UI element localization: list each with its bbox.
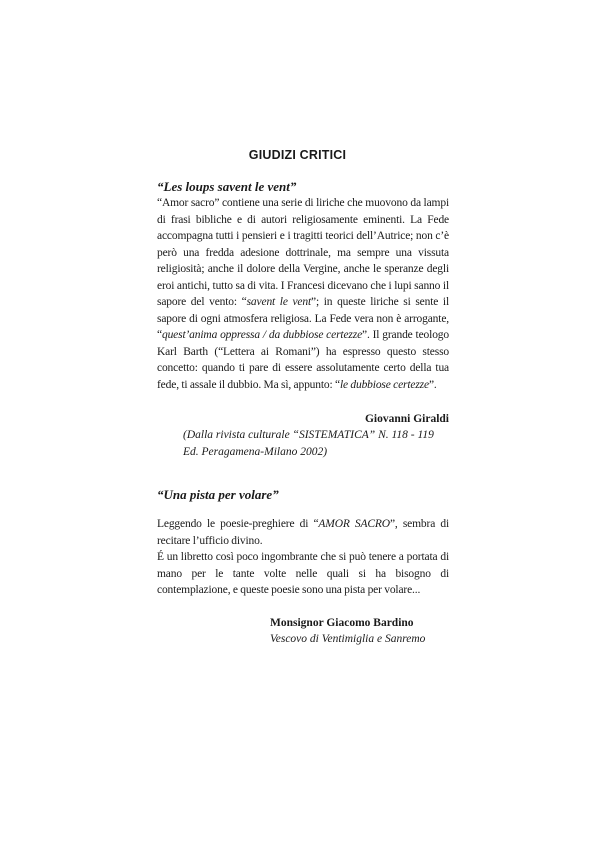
text-run: Leggendo le poesie-preghiere di “ (157, 518, 319, 530)
quoted-text-italic: le dubbiose certezze (339, 378, 429, 391)
review-body (157, 516, 449, 599)
review-body (157, 195, 449, 393)
review-author: Giovanni Giraldi (364, 413, 449, 425)
review-heading: “Una pista per volare” (157, 487, 279, 502)
page-title: GIUDIZI CRITICI (248, 148, 347, 162)
quoted-text-italic: AMOR SACRO (318, 518, 390, 530)
text-run: ”. Il grande teologo Karl Barth (“Lettera ai Romani”) ha espresso questo stesso concetto: quando ti pare di essere assolutamente certo della tua fede, ti assale il dubbio. Ma sì, appunto: “ (157, 329, 449, 391)
review-section-una-pista (157, 486, 449, 647)
text-run: ”. (428, 378, 437, 391)
review-heading: “Les loups savent le vent” (157, 179, 297, 194)
review-source-line: (Dalla rivista culturale “SISTEMATICA” N. 118 - 119 (183, 429, 434, 441)
quoted-text-italic: quest’anima oppressa / da dubbiose certezze (161, 329, 363, 341)
text-run: “Amor sacro” contiene una serie di liriche che muovono da lampi di frasi bibliche e di autori religiosamente eminenti. La Fede accompagna tutti i pensieri e i tragitti teorici dell’Autrice; non c’è però una fredda adesione dottrinale, ma sempre una vissuta religiosità; anche il dolore della Vergine, anche le speranze degli eroi antichi, tutto sa di vita. I Francesi dicevano che i lupi sanno il sapore del vento: “ (157, 197, 449, 308)
review-paragraph (157, 516, 449, 549)
review-source-line: Ed. Peragamena-Milano 2002) (183, 445, 328, 458)
text-run: É un libretto così poco ingombrante che si può tenere a portata di mano per le tante volte nelle quali si ha bisogno di contemplazione, e queste poesie sono una pista per volare... (157, 551, 449, 596)
review-paragraph (157, 549, 449, 599)
quoted-text-italic: savent le vent (246, 296, 312, 308)
review-section-les-loups (157, 178, 449, 460)
text-run: ”, sembra di recitare l’ufficio divino. (157, 518, 449, 547)
review-author: Monsignor Giacomo Bardino (270, 616, 414, 629)
review-signature (270, 615, 449, 647)
review-author-role: Vescovo di Ventimiglia e Sanremo (270, 632, 426, 645)
text-run: ”; in queste liriche si sente il sapore di ogni atmosfera religiosa. La Fede vera non è arrogante, “ (157, 296, 449, 341)
